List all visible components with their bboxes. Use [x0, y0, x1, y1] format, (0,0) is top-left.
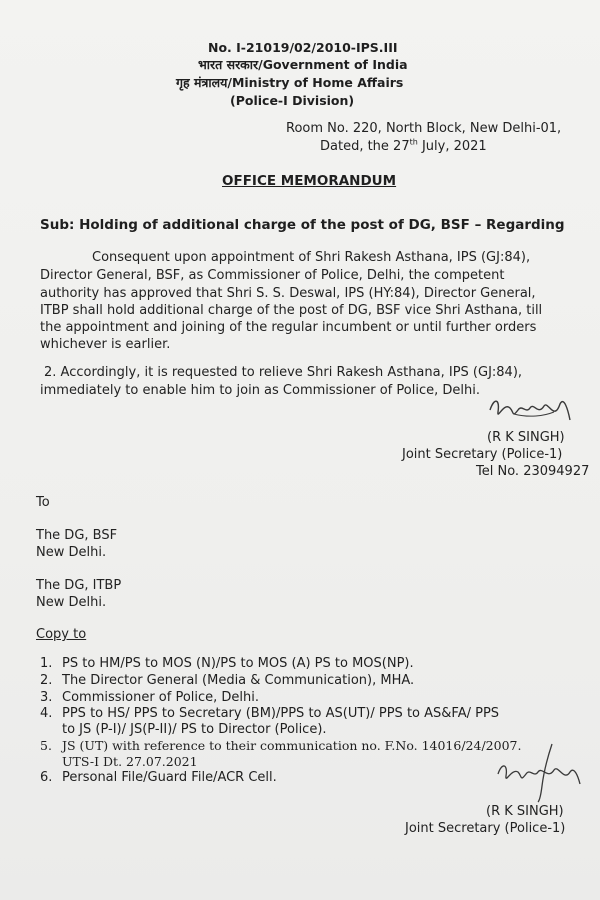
ministry-english: /Ministry of Home Affairs — [227, 75, 404, 90]
p1-line: the appointment and joining of the regular incumbent or until further orders — [40, 320, 537, 335]
recipient-line: The DG, BSF — [36, 528, 118, 543]
recipient-line: The DG, ITBP — [36, 578, 122, 593]
p1-line: authority has approved that Shri S. S. Deswal, IPS (HY:84), Director General, — [40, 286, 536, 301]
govt-hindi: भारत सरकार — [198, 57, 259, 72]
subject-line: Sub: Holding of additional charge of the post of DG, BSF – Regarding — [40, 217, 565, 233]
p1-line: Consequent upon appointment of Shri Rakesh Asthana, IPS (GJ:84), — [92, 250, 531, 265]
ministry-line — [176, 75, 403, 91]
govt-line — [198, 57, 408, 73]
list-item: 5. JS (UT) with reference to their communication no. F.No. 14016/24/2007. — [40, 738, 522, 753]
list-item: UTS-I Dt. 27.07.2021 — [62, 754, 198, 769]
list-item: 1. PS to HM/PS to MOS (N)/PS to MOS (A) PS to MOS(NP). — [40, 656, 414, 671]
date-prefix: Dated, the 27 — [320, 139, 410, 154]
p1-line: whichever is earlier. — [40, 337, 171, 352]
p1-line: ITBP shall hold additional charge of the post of DG, BSF vice Shri Asthana, till — [40, 303, 543, 318]
address: Room No. 220, North Block, New Delhi-01, — [286, 121, 562, 136]
recipient-line: New Delhi. — [36, 545, 107, 560]
date-suffix: July, 2021 — [417, 139, 487, 154]
recipient-line: New Delhi. — [36, 595, 107, 610]
signature-mark — [492, 742, 582, 804]
signatory-designation: Joint Secretary (Police-1) — [405, 821, 566, 836]
p2-line: 2. Accordingly, it is requested to relieve Shri Rakesh Asthana, IPS (GJ:84), — [44, 365, 523, 380]
list-item: 4. PPS to HS/ PPS to Secretary (BM)/PPS to AS(UT)/ PPS to AS&FA/ PPS — [40, 706, 500, 721]
govt-english: /Government of India — [258, 57, 408, 72]
list-item: 2. The Director General (Media & Communication), MHA. — [40, 673, 415, 688]
date-sup: th — [409, 137, 418, 147]
list-item: 3. Commissioner of Police, Delhi. — [40, 690, 260, 705]
signatory-designation: Joint Secretary (Police-1) — [402, 447, 563, 462]
list-item: 6. Personal File/Guard File/ACR Cell. — [40, 770, 277, 785]
memo-title: OFFICE MEMORANDUM — [222, 173, 397, 189]
signatory-name: (R K SINGH) — [486, 804, 564, 819]
copy-to-label: Copy to — [36, 627, 87, 642]
signature-mark — [484, 392, 574, 428]
date-line — [320, 138, 487, 156]
p2-line: immediately to enable him to join as Commissioner of Police, Delhi. — [40, 383, 480, 398]
p1-line: Director General, BSF, as Commissioner of Police, Delhi, the competent — [40, 268, 505, 283]
signatory-tel: Tel No. 23094927 — [476, 464, 590, 479]
ministry-hindi: गृह मंत्रालय — [176, 75, 228, 90]
file-number: No. I-21019/02/2010-IPS.III — [208, 40, 398, 55]
division: (Police-I Division) — [230, 93, 355, 108]
signatory-name: (R K SINGH) — [487, 430, 565, 445]
to-label: To — [36, 495, 50, 510]
list-item: to JS (P-I)/ JS(P-II)/ PS to Director (Police). — [62, 722, 327, 737]
